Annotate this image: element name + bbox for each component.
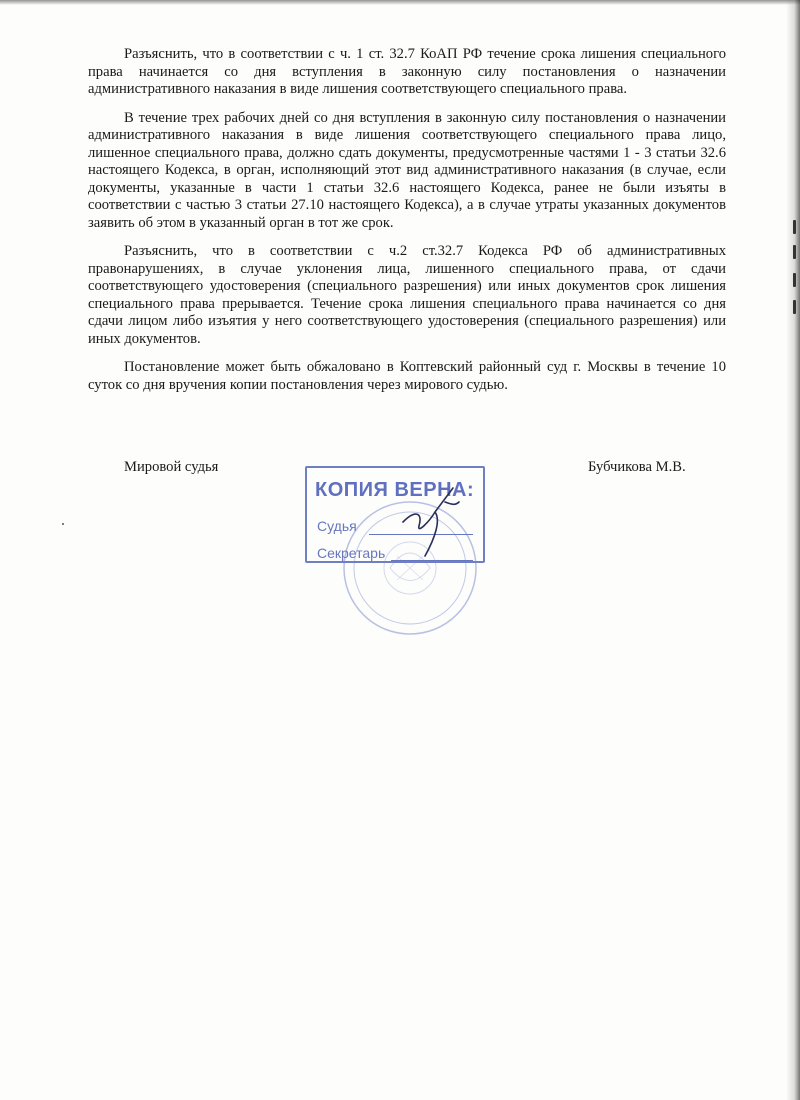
paragraph-term-interruption: Разъяснить, что в соответствии с ч.2 ст.32.7 Кодекса РФ об административных правонарушениях, в случае уклонения лица, лишенного специального права, от сдачи соответствующего удостоверения (специального разрешения) или иных документов срок лишения специального права прерывается. Течение срока лишения специального права начинается со дня сдачи лицом либо изъятия у него соответствующего удостоверения (специального разрешения) или иных документов.	[88, 243, 726, 347]
signer-name: Бубчикова М.В.	[588, 459, 686, 475]
handwritten-signature	[395, 482, 475, 562]
stamp-judge-label: Судья	[317, 518, 357, 534]
stamp-title: КОПИЯ ВЕРНА:	[315, 479, 475, 501]
stamp-secretary-label: Секретарь	[317, 545, 386, 561]
paragraph-deprivation-term: Разъяснить, что в соответствии с ч. 1 ст. 32.7 КоАП РФ течение срока лишения специального права начинается со дня вступления в законную силу постановления о назначении административного наказания в виде лишения соответствующего специального права.	[88, 46, 726, 97]
staple-mark	[793, 220, 796, 234]
paragraph-document-surrender: В течение трех рабочих дней со дня вступления в законную силу постановления о назначении административного наказания в виде лишения соответствующего специального права лицо, лишенное специального права, должно сдать документы, предусмотренные частями 1 - 3 статьи 32.6 настоящего Кодекса, в орган, исполняющий этот вид административного наказания (в случае, если документы, указанные в части 1 статьи 32.6 настоящего Кодекса, ранее не были изъяты в соответствии с частью 3 статьи 27.10 настоящего Кодекса), а в случае утраты указанных документов заявить об этом в указанный орган в тот же срок.	[88, 109, 726, 231]
document-body	[88, 46, 726, 405]
staple-mark	[793, 245, 796, 259]
staple-mark	[793, 273, 796, 287]
signer-role: Мировой судья	[124, 459, 219, 475]
scan-speck	[62, 523, 64, 525]
copy-certified-stamp	[305, 458, 490, 633]
scan-top-shadow	[0, 0, 800, 5]
paragraph-appeal: Постановление может быть обжаловано в Коптевский районный суд г. Москвы в течение 10 суток со дня вручения копии постановления через мирового судью.	[88, 359, 726, 393]
staple-mark	[793, 300, 796, 314]
scan-edge-shadow	[786, 0, 800, 1100]
